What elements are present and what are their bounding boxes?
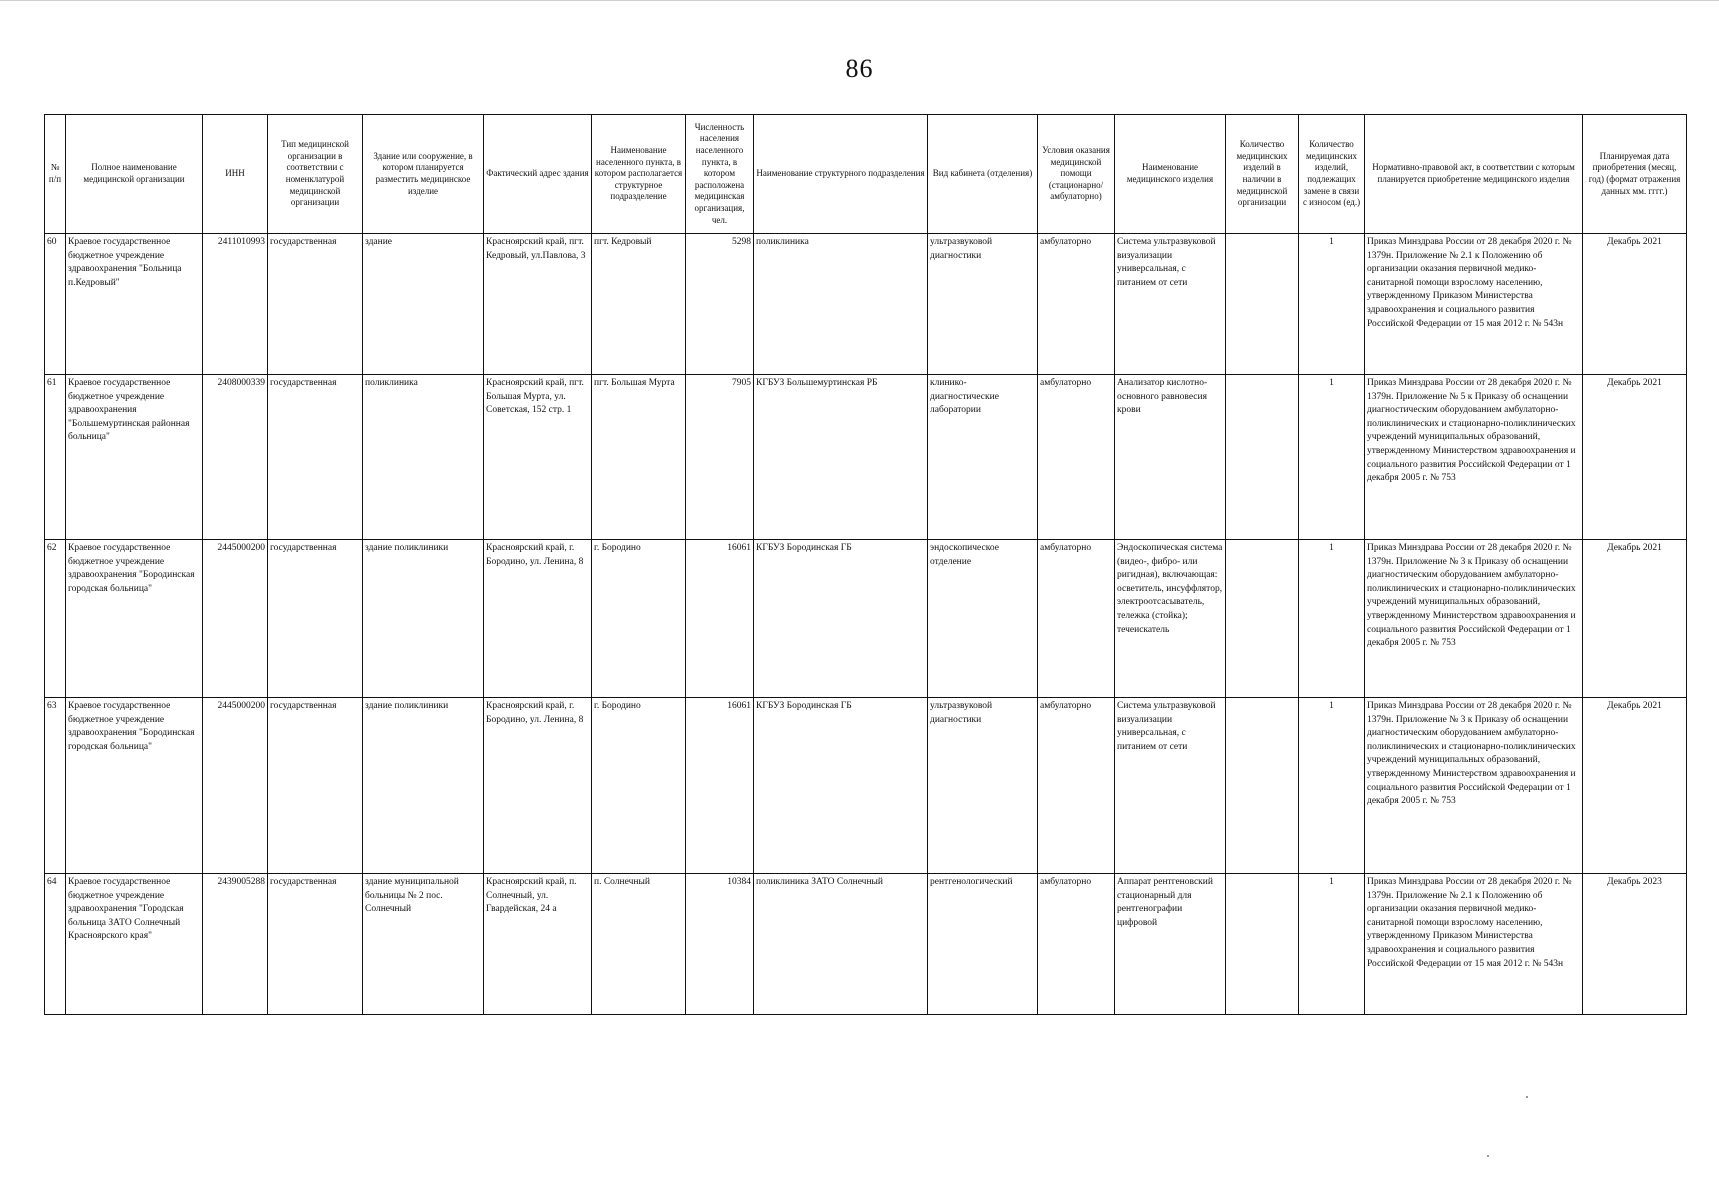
scan-speck (1487, 1155, 1489, 1157)
available-cell (1226, 698, 1299, 874)
header-cell: Вид кабинета (отделения) (928, 115, 1038, 234)
act-cell: Приказ Минздрава России от 28 декабря 2020 г. № 1379н. Приложение № 3 к Приказу об оснащении диагностическим оборудованием амбулаторно-поликлинических и стационарно-поликлинических учреждений муниципальных образований, утвержденному Министерством здравоохранения и социального развития Российской Федерации от 1 декабря 2005 г. № 753 (1365, 698, 1583, 874)
row-number: 61 (45, 375, 66, 540)
settlement-cell: пгт. Кедровый (592, 234, 686, 375)
inn-cell: 2439005288 (203, 874, 268, 1015)
row-number: 64 (45, 874, 66, 1015)
row-number: 63 (45, 698, 66, 874)
available-cell (1226, 375, 1299, 540)
act-cell: Приказ Минздрава России от 28 декабря 2020 г. № 1379н. Приложение № 5 к Приказу об оснащении диагностическим оборудованием амбулаторно-поликлинических и стационарно-поликлинических учреждений муниципальных образований, утвержденному Министерством здравоохранения и социального развития Российской Федерации от 1 декабря 2005 г. № 753 (1365, 375, 1583, 540)
act-cell: Приказ Минздрава России от 28 декабря 2020 г. № 1379н. Приложение № 3 к Приказу об оснащении диагностическим оборудованием амбулаторно-поликлинических и стационарно-поликлинических учреждений муниципальных образований, утвержденному Министерством здравоохранения и социального развития Российской Федерации от 1 декабря 2005 г. № 753 (1365, 540, 1583, 698)
replace-cell: 1 (1299, 375, 1365, 540)
header-cell: Полное наименование медицинской организации (66, 115, 203, 234)
table-header (45, 115, 1687, 234)
equipment-table (44, 114, 1687, 1015)
replace-cell: 1 (1299, 540, 1365, 698)
table-row (45, 540, 1687, 698)
population-cell: 16061 (686, 540, 754, 698)
settlement-cell: г. Бородино (592, 698, 686, 874)
header-cell: Фактический адрес здания (484, 115, 592, 234)
population-cell: 7905 (686, 375, 754, 540)
header-cell: Численность населения населенного пункта, в котором расположена медицинская организация, чел. (686, 115, 754, 234)
settlement-cell: г. Бородино (592, 540, 686, 698)
unit-cell: КГБУЗ Бородинская ГБ (754, 698, 928, 874)
header-cell: Условия оказания медицинской помощи (стационарно/ амбулаторно) (1038, 115, 1115, 234)
header-cell: Количество медицинских изделий в наличии в медицинской организации (1226, 115, 1299, 234)
table-row (45, 698, 1687, 874)
population-cell: 10384 (686, 874, 754, 1015)
available-cell (1226, 234, 1299, 375)
room-cell: рентгенологический (928, 874, 1038, 1015)
population-cell: 5298 (686, 234, 754, 375)
org-name: Краевое государственное бюджетное учреждение здравоохранения "Городская больница ЗАТО Солнечный Красноярского края" (66, 874, 203, 1015)
room-cell: клинико-диагностические лаборатории (928, 375, 1038, 540)
building-cell: здание поликлиники (363, 540, 484, 698)
replace-cell: 1 (1299, 234, 1365, 375)
room-cell: эндоскопическое отделение (928, 540, 1038, 698)
inn-cell: 2445000200 (203, 698, 268, 874)
room-cell: ультразвуковой диагностики (928, 234, 1038, 375)
org-name: Краевое государственное бюджетное учреждение здравоохранения "Больница п.Кедровый" (66, 234, 203, 375)
building-cell: здание муниципальной больницы № 2 пос. Солнечный (363, 874, 484, 1015)
address-cell: Красноярский край, г. Бородино, ул. Ленина, 8 (484, 540, 592, 698)
header-cell: № п/п (45, 115, 66, 234)
inn-cell: 2411010993 (203, 234, 268, 375)
room-cell: ультразвуковой диагностики (928, 698, 1038, 874)
scan-speck (1526, 1096, 1528, 1098)
available-cell (1226, 540, 1299, 698)
unit-cell: КГБУЗ Бородинская ГБ (754, 540, 928, 698)
replace-cell: 1 (1299, 874, 1365, 1015)
settlement-cell: пгт. Большая Мурта (592, 375, 686, 540)
device-cell: Эндоскопическая система (видео-, фибро- или ригидная), включающая: осветитель, инсуффлятор, электроотсасыватель, тележка (стойка); течеискатель (1115, 540, 1226, 698)
table-body (45, 234, 1687, 1015)
conditions-cell: амбулаторно (1038, 375, 1115, 540)
available-cell (1226, 874, 1299, 1015)
population-cell: 16061 (686, 698, 754, 874)
page-number: 86 (845, 54, 874, 83)
address-cell: Красноярский край, пгт. Большая Мурта, ул. Советская, 152 стр. 1 (484, 375, 592, 540)
org-name: Краевое государственное бюджетное учреждение здравоохранения "Бородинская городская больница" (66, 698, 203, 874)
conditions-cell: амбулаторно (1038, 234, 1115, 375)
address-cell: Красноярский край, пгт. Кедровый, ул.Павлова, 3 (484, 234, 592, 375)
header-cell: ИНН (203, 115, 268, 234)
table-row (45, 234, 1687, 375)
replace-cell: 1 (1299, 698, 1365, 874)
device-cell: Система ультразвуковой визуализации универсальная, с питанием от сети (1115, 234, 1226, 375)
inn-cell: 2408000339 (203, 375, 268, 540)
conditions-cell: амбулаторно (1038, 698, 1115, 874)
table-row (45, 375, 1687, 540)
row-number: 60 (45, 234, 66, 375)
unit-cell: поликлиника ЗАТО Солнечный (754, 874, 928, 1015)
org-type: государственная (268, 234, 363, 375)
header-row (45, 115, 1687, 234)
org-name: Краевое государственное бюджетное учреждение здравоохранения "Большемуртинская районная больница" (66, 375, 203, 540)
scan-edge (0, 0, 1719, 1)
date-cell: Декабрь 2021 (1583, 698, 1687, 874)
header-cell: Наименование населенного пункта, в котором располагается структурное подразделение (592, 115, 686, 234)
act-cell: Приказ Минздрава России от 28 декабря 2020 г. № 1379н. Приложение № 2.1 к Положению об организации оказания первичной медико-санитарной помощи взрослому населению, утвержденному Приказом Министерства здравоохранения и социального развития Российской Федерации от 15 мая 2012 г. № 543н (1365, 874, 1583, 1015)
org-type: государственная (268, 698, 363, 874)
inn-cell: 2445000200 (203, 540, 268, 698)
header-cell: Наименование структурного подразделения (754, 115, 928, 234)
header-cell: Планируемая дата приобретения (месяц, год) (формат отражения данных мм. гггг.) (1583, 115, 1687, 234)
org-type: государственная (268, 540, 363, 698)
org-type: государственная (268, 375, 363, 540)
header-cell: Наименование медицинского изделия (1115, 115, 1226, 234)
date-cell: Декабрь 2021 (1583, 375, 1687, 540)
conditions-cell: амбулаторно (1038, 540, 1115, 698)
building-cell: здание (363, 234, 484, 375)
settlement-cell: п. Солнечный (592, 874, 686, 1015)
device-cell: Анализатор кислотно-основного равновесия крови (1115, 375, 1226, 540)
header-cell: Нормативно-правовой акт, в соответствии с которым планируется приобретение медицинского изделия (1365, 115, 1583, 234)
header-cell: Количество медицинских изделий, подлежащих замене в связи с износом (ед.) (1299, 115, 1365, 234)
org-type: государственная (268, 874, 363, 1015)
address-cell: Красноярский край, п. Солнечный, ул. Гвардейская, 24 а (484, 874, 592, 1015)
date-cell: Декабрь 2021 (1583, 540, 1687, 698)
header-cell: Здание или сооружение, в котором планируется разместить медицинское изделие (363, 115, 484, 234)
building-cell: здание поликлиники (363, 698, 484, 874)
date-cell: Декабрь 2023 (1583, 874, 1687, 1015)
table-row (45, 874, 1687, 1015)
org-name: Краевое государственное бюджетное учреждение здравоохранения "Бородинская городская больница" (66, 540, 203, 698)
conditions-cell: амбулаторно (1038, 874, 1115, 1015)
unit-cell: поликлиника (754, 234, 928, 375)
row-number: 62 (45, 540, 66, 698)
device-cell: Система ультразвуковой визуализации универсальная, с питанием от сети (1115, 698, 1226, 874)
header-cell: Тип медицинской организации в соответствии с номенклатурой медицинской организации (268, 115, 363, 234)
building-cell: поликлиника (363, 375, 484, 540)
address-cell: Красноярский край, г. Бородино, ул. Ленина, 8 (484, 698, 592, 874)
act-cell: Приказ Минздрава России от 28 декабря 2020 г. № 1379н. Приложение № 2.1 к Положению об организации оказания первичной медико-санитарной помощи взрослому населению, утвержденному Приказом Министерства здравоохранения и социального развития Российской Федерации от 15 мая 2012 г. № 543н (1365, 234, 1583, 375)
date-cell: Декабрь 2021 (1583, 234, 1687, 375)
unit-cell: КГБУЗ Большемуртинская РБ (754, 375, 928, 540)
device-cell: Аппарат рентгеновский стационарный для рентгенографии цифровой (1115, 874, 1226, 1015)
